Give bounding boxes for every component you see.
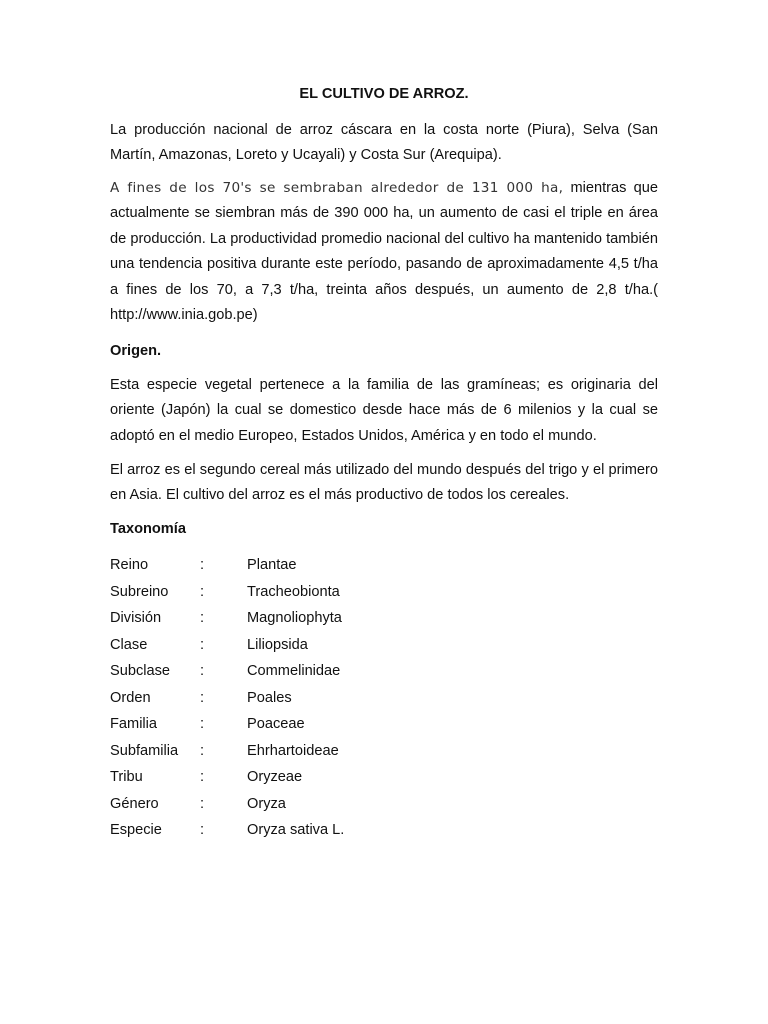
taxonomy-row [110,764,510,791]
taxonomy-separator: : [200,795,205,812]
taxonomy-value: Oryzeae [247,769,303,785]
taxonomy-rank: Subreino [110,583,169,600]
taxonomy-rank: Especie [110,822,162,838]
taxonomy-separator: : [200,636,205,653]
taxonomy-value: Magnoliophyta [247,610,342,626]
taxonomy-separator: : [200,663,205,679]
taxonomy-row [110,605,510,632]
paragraph-production: La producción nacional de arroz cáscara en la costa norte (Piura), Selva (San Martín, Amazonas, Loreto y Ucayali) y Costa Sur (Arequipa). [110,122,658,164]
taxonomy-separator: : [200,689,205,706]
taxonomy-rank: Familia [110,716,158,732]
taxonomy-rank: Reino [110,557,149,573]
taxonomy-value: Ehrhartoideae [247,742,339,759]
taxonomy-rank: Género [110,795,159,812]
taxonomy-table [110,552,510,844]
taxonomy-rank: División [110,610,162,626]
taxonomy-value: Plantae [247,557,297,573]
taxonomia-heading: Taxonomía [110,521,186,537]
taxonomy-rank: Tribu [110,769,143,785]
taxonomy-value: Commelinidae [247,663,341,679]
taxonomy-row [110,552,510,579]
paragraph-origin: Esta especie vegetal pertenece a la familia de las gramíneas; es originaria del oriente (Japón) la cual se domestico desde hace más de 6 milenios y la cual se adoptó en el medio Europeo, Estados Unidos, América y en todo el mundo. [110,377,658,444]
taxonomy-value: Tracheobionta [247,583,340,600]
taxonomy-row [110,738,510,765]
taxonomy-separator: : [200,822,205,838]
paragraph-rest-text: mientras que actualmente se siembran más de 390 000 ha, un aumento de casi el triple en área de producción. La productividad promedio nacional del cultivo ha mantenido también una tendencia positiva durante este período, pasando de aproximadamente 4,5 t/ha a fines de los 70, a 7,3 t/ha, treinta años después, un aumento de 2,8 t/ha.( http://www.inia.gob.pe) [110,180,658,324]
taxonomy-row [110,791,510,818]
taxonomy-rank: Clase [110,636,148,653]
taxonomy-separator: : [200,742,205,759]
taxonomy-rank: Orden [110,689,151,706]
document-title: EL CULTIVO DE ARROZ. [299,86,469,102]
taxonomy-rank: Subfamilia [110,742,179,759]
paragraph-area-productivity [110,176,658,328]
taxonomy-value: Oryza sativa L. [247,822,345,838]
taxonomy-separator: : [200,583,205,600]
taxonomy-value: Oryza [247,795,286,812]
taxonomy-rank: Subclase [110,663,171,679]
taxonomy-separator: : [200,610,205,626]
paragraph-cereal: El arroz es el segundo cereal más utilizado del mundo después del trigo y el primero en Asia. El cultivo del arroz es el más productivo de todos los cereales. [110,462,658,504]
taxonomy-row [110,817,510,844]
taxonomy-row [110,658,510,685]
origen-heading: Origen. [110,343,162,359]
taxonomy-row [110,579,510,606]
paragraph-lead-text: A fines de los 70's se sembraban alrededor de 131 000 ha, [110,180,564,196]
taxonomy-row [110,632,510,659]
taxonomy-separator: : [200,716,205,732]
taxonomy-separator: : [200,557,205,573]
taxonomy-separator: : [200,769,205,785]
taxonomy-row [110,711,510,738]
taxonomy-value: Poales [247,689,292,706]
taxonomy-value: Liliopsida [247,636,308,653]
taxonomy-row [110,685,510,712]
taxonomy-value: Poaceae [247,716,305,732]
